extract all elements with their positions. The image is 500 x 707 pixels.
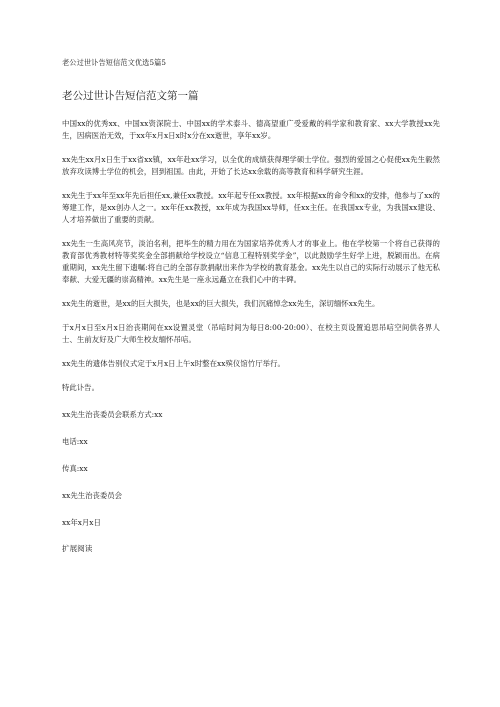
committee-contact: xx先生治丧委员会联系方式:xx xyxy=(62,410,163,419)
document-header: 老公过世讣告短信范文优选5篇5 xyxy=(62,58,167,67)
paragraph-mourning: xx先生的逝世，是xx的巨大损失，也是xx的巨大损失，我们沉痛悼念xx先生，深切缅怀xx先生。 xyxy=(62,299,380,308)
paragraph-farewell-ceremony: xx先生的遗体告别仪式定于x月x日上午x时整在xx殡仪馆竹厅举行。 xyxy=(62,359,285,368)
paragraph-memorial-hall: 于x月x日至x月x日治丧期间在xx设置灵堂（吊唁时间为每日8:00-20:00）、在校主页设置追思吊唁空间供各界人士、生前友好及广大师生校友缅怀吊唁。 xyxy=(62,323,440,344)
contact-fax: 传真:xx xyxy=(62,464,88,473)
read-more-heading: 扩展阅读 xyxy=(62,544,93,553)
paragraph-character: xx先生一生高风亮节，淡泊名利，把毕生的精力用在为国家培养优秀人才的事业上。他在学校第一个将自己获得的教育部优秀教材特等奖奖金全部捐献给学校设立“信息工程特别奖学金”，以此鼓励学生好学上进，脱颖而出。在病重期间，xx先生留下遗嘱:将自己的全部存款捐献出来作为学校的教育基金。xx先生以自己的实际行动展示了他无私奉献、大爱无疆的崇高精神。xx先生是一座永远矗立在我们心中的丰碑。 xyxy=(62,239,440,284)
announcement-closing: 特此讣告。 xyxy=(62,383,99,392)
document-page xyxy=(62,58,440,555)
paragraph-obituary-intro: 中国xx的优秀xx、中国xx资深院士、中国xx的学术泰斗、德高望重广受爱戴的科学家和教育家、xx大学教授xx先生，因病医治无效，于xx年x月x日x时x分在xx逝世，享年xx岁。 xyxy=(62,119,440,140)
signature-date: xx年x月x日 xyxy=(62,518,101,527)
committee-signature: xx先生治丧委员会 xyxy=(62,491,123,500)
document-title: 老公过世讣告短信范文第一篇 xyxy=(62,90,199,102)
paragraph-career: xx先生于xx年至xx年先后担任xx,兼任xx教授。xx年起专任xx教授。xx年根据xx的命令和xx的安排，他参与了xx的筹建工作，是xx创办人之一。xx年任xx教授，xx年成为我国xx导师，任xx主任。在我国xx专业，为我国xx建设、人才培养做出了重要的贡献。 xyxy=(62,191,440,224)
paragraph-early-life: xx先生xx月x日生于xx省xx镇，xx年赴xx学习，以全优的成绩获得理学硕士学位。强烈的爱国之心促使xx先生毅然放弃攻读博士学位的机会，回到祖国。由此，开始了长达xx余载的高等教育和科学研究生涯。 xyxy=(62,155,440,176)
contact-phone: 电话:xx xyxy=(62,437,88,446)
